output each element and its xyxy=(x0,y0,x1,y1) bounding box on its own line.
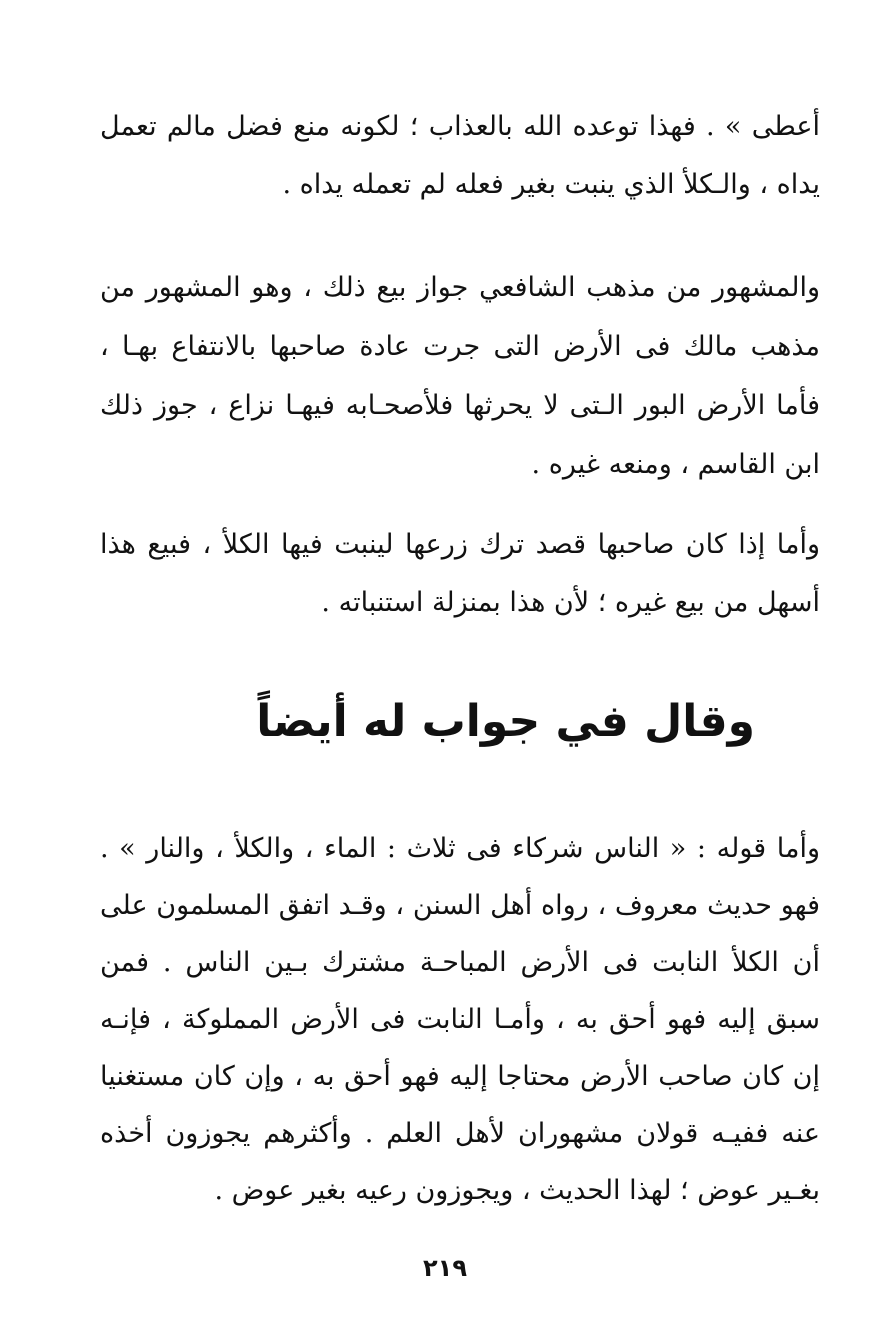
paragraph-4: وأما قوله : « الناس شركاء فى ثلاث : الماء ، والكلأ ، والنار » . فهو حديث معروف ، رواه أهل السنن ، وقـد اتفق المسلمون على أن الكلأ النابت فى الأرض المباحـة مشترك بـين الناس . فمن سبق إليه فهو أحق به ، وأمـا النابت فى الأرض المملوكة ، فإنـه إن كان صاحب الأرض محتاجا إليه فهو أحق به ، وإن كان مستغنيا عنه ففيـه قولان مشهوران لأهل العلم . وأكثرهم يجوزون أخذه بغـير عوض ؛ لهذا الحديث ، ويجوزون رعيه بغير عوض . xyxy=(100,833,820,1206)
paragraph-2: والمشهور من مذهب الشافعي جواز بيع ذلك ، وهو المشهور من مذهب مالك فى الأرض التى جرت عادة صاحبها بالانتفاع بهـا ، فأما الأرض البور الـتى لا يحرثها فلأصحـابه فيهـا نزاع ، جوز ذلك ابن القاسم ، ومنعه غيره . xyxy=(100,272,821,480)
page-number: ٢١٩ xyxy=(423,1254,467,1282)
paragraph-3: وأما إذا كان صاحبها قصد ترك زرعها لينبت فيها الكلأ ، فبيع هذا أسهل من بيع غيره ؛ لأن هذا بمنزلة استنباته . xyxy=(100,529,820,618)
paragraph-1: أعطى » . فهذا توعده الله بالعذاب ؛ لكونه منع فضل مالم تعمل يداه ، والـكلأ الذي ينبت بغير فعله لم تعمله يداه . xyxy=(100,111,820,200)
section-heading: وقال في جواب له أيضاً xyxy=(256,696,755,747)
